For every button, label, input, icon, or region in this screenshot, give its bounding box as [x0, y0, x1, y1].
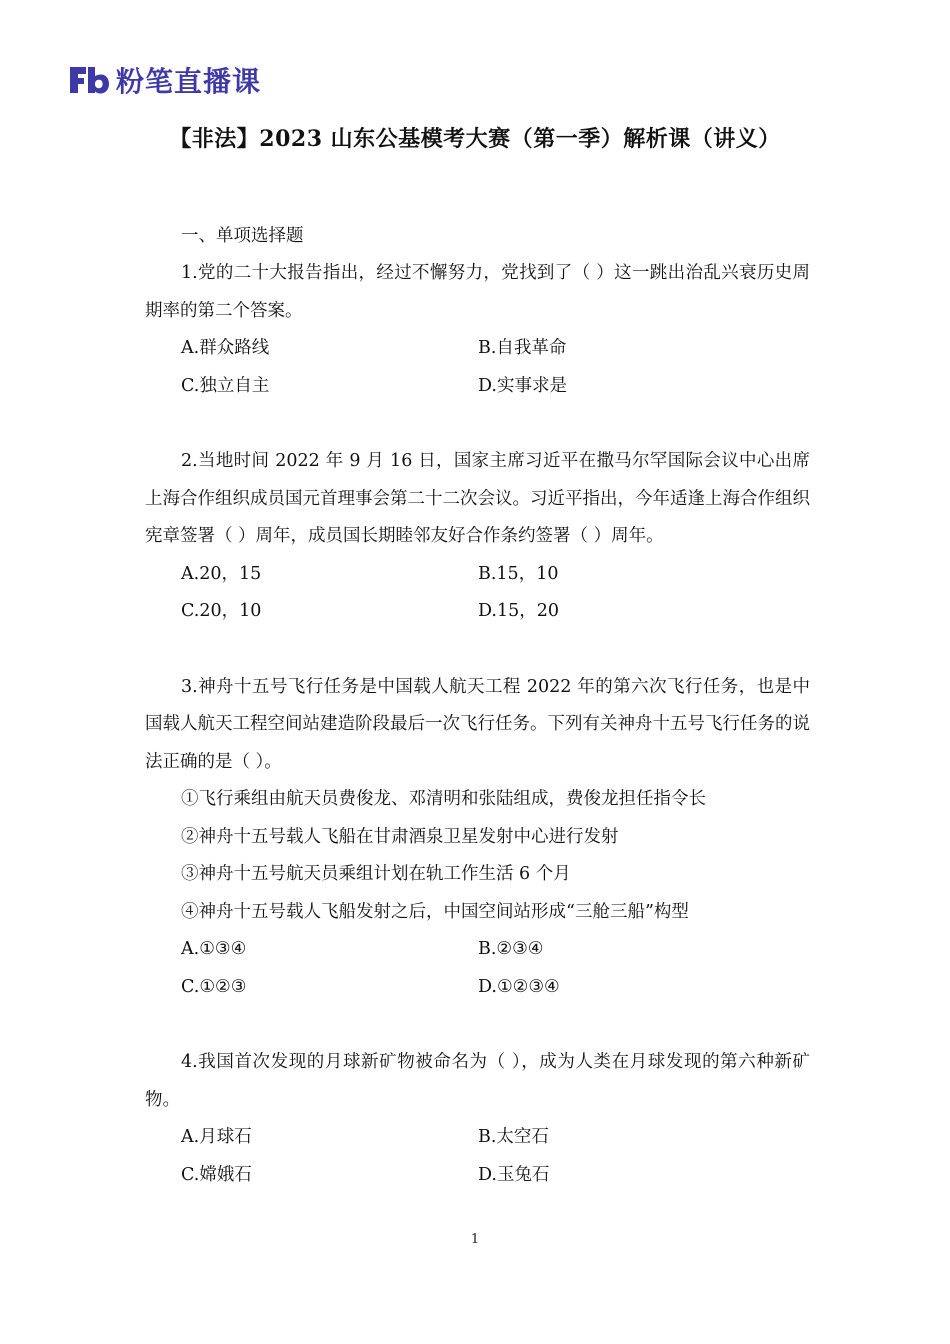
question-3: [145, 669, 810, 1007]
logo-text: 粉笔直播课: [116, 65, 262, 98]
question-stem: 1.党的二十大报告指出，经过不懈努力，党找到了（ ）这一跳出治乱兴衰历史周期率的第二个答案。: [145, 263, 810, 321]
option-d: D.15，20: [478, 601, 560, 621]
spacer: [145, 405, 810, 443]
option-d: D.实事求是: [478, 375, 567, 396]
option-b: B.太空石: [478, 1127, 549, 1147]
spacer: [145, 631, 810, 669]
option-c: C.嫦娥石: [181, 1164, 252, 1185]
fenbi-fb-logo-icon: [68, 63, 110, 97]
option-c: C.20，10: [181, 601, 262, 621]
spacer: [145, 1006, 810, 1044]
statement-3: ③神舟十五号航天员乘组计划在轨工作生活 6 个月: [181, 864, 571, 884]
option-c: C.①②③: [181, 976, 247, 997]
statement-1: ①飞行乘组由航天员费俊龙、邓清明和张陆组成，费俊龙担任指令长: [181, 789, 706, 809]
option-a: A.①③④: [181, 939, 247, 959]
option-d: D.玉兔石: [478, 1164, 550, 1185]
option-b: B.②③④: [478, 939, 544, 959]
section-heading: 一、单项选择题: [181, 226, 304, 246]
page-number: 1: [470, 1232, 480, 1247]
option-b: B.自我革命: [478, 338, 567, 358]
option-d: D.①②③④: [478, 976, 560, 997]
statement-2: ②神舟十五号载人飞船在甘肃酒泉卫星发射中心进行发射: [181, 826, 619, 847]
question-list: [145, 218, 810, 1194]
option-a: A.月球石: [181, 1127, 252, 1147]
option-grid: [145, 330, 810, 405]
question-1: [145, 255, 810, 405]
option-grid: [145, 556, 810, 631]
option-c: C.独立自主: [181, 375, 270, 396]
option-grid: [145, 931, 810, 1006]
question-stem: 2.当地时间 2022 年 9 月 16 日，国家主席习近平在撒马尔罕国际会议中心出席上海合作组织成员国元首理事会第二十二次会议。习近平指出，今年适逢上海合作组织宪章签署（ ）周年，成员国长期睦邻友好合作条约签署（ ）周年。: [145, 451, 810, 546]
option-grid: [145, 1119, 810, 1194]
document-title: 【非法】2023 山东公基模考大赛（第一季）解析课（讲义）: [169, 126, 781, 152]
option-a: A.群众路线: [181, 338, 270, 358]
question-stem: 4.我国首次发现的月球新矿物被命名为（ ），成为人类在月球发现的第六种新矿物。: [145, 1052, 810, 1110]
question-stem: 3.神舟十五号飞行任务是中国载人航天工程 2022 年的第六次飞行任务，也是中国载人航天工程空间站建造阶段最后一次飞行任务。下列有关神舟十五号飞行任务的说法正确的是（ ）。: [145, 676, 810, 772]
option-b: B.15，10: [478, 563, 559, 584]
statement-4: ④神舟十五号载人飞船发射之后，中国空间站形成“三舱三船”构型: [181, 901, 689, 922]
option-a: A.20，15: [181, 563, 262, 584]
brand-logo: [68, 60, 261, 100]
question-2: [145, 443, 810, 631]
question-4: [145, 1044, 810, 1194]
